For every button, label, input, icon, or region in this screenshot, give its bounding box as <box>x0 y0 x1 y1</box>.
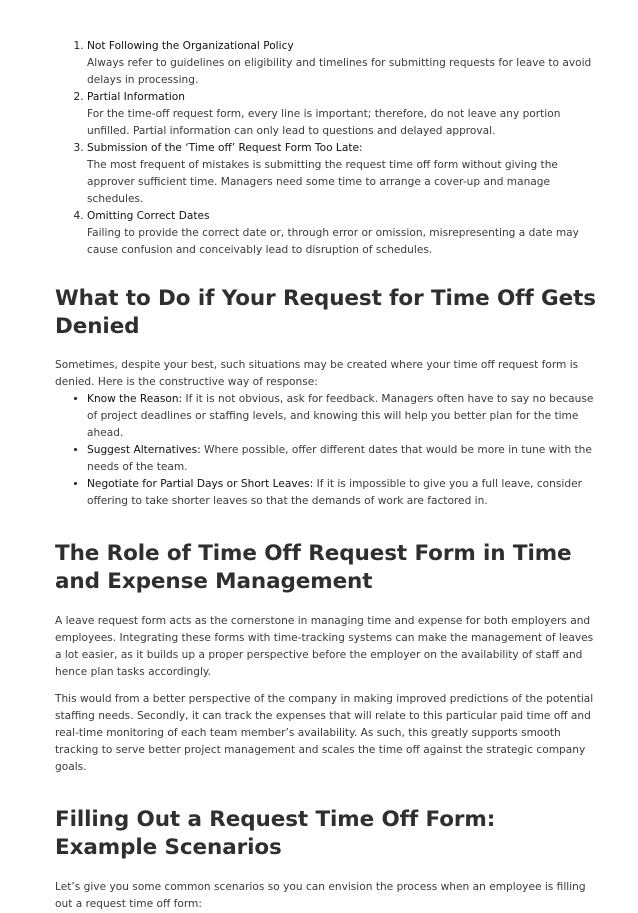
section-heading: Filling Out a Request Time Off Form: Example Scenarios <box>55 807 496 860</box>
section-paragraph: A leave request form acts as the cornerstone in managing time and expense for both employers and employees. Integrating these forms with time-tracking systems can make the management of leaves a lot easier, as it builds up a proper perspective before the employer on the availability of staff and hence plan tasks accordingly. <box>55 615 594 678</box>
bullet-text: If it is not obvious, ask for feedback. Managers often have to say no because of project deadlines or staffing levels, and knowing this will help you better plan for the time ahead. <box>87 393 594 439</box>
list-item <box>87 140 602 208</box>
list-item <box>87 208 602 259</box>
list-item-title: 4. Omitting Correct Dates <box>87 210 210 222</box>
denied-section <box>55 285 602 510</box>
section-paragraph: This would from a better perspective of the company in making improved predictions of the potential staffing needs. Secondly, it can track the expenses that will relate to this particular paid time off and real-time monitoring of each team member’s availability. As such, this greatly supports smooth tracking to serve better project management and scales the time off against the strategic company goals. <box>55 693 594 773</box>
list-item <box>87 89 602 140</box>
section-intro: Sometimes, despite your best, such situations may be created where your time off request form is denied. Here is the constructive way of response: <box>55 359 579 388</box>
bullet-text: If it is impossible to give you a full leave, consider offering to take shorter leaves so that the demands of work are factored in. <box>87 478 582 507</box>
bullet-text: Where possible, offer different dates that would be more in tune with the needs of the team. <box>87 444 592 473</box>
list-item-body: The most frequent of mistakes is submitting the request time off form without giving the approver sufficient time. Managers need some time to arrange a cover-up and manage schedules. <box>87 159 558 205</box>
list-item-body: For the time-off request form, every line is important; therefore, do not leave any portion unfilled. Partial information can only lead to questions and delayed approval. <box>87 108 561 137</box>
response-bullet-list <box>55 391 602 510</box>
common-mistakes-list <box>55 38 602 259</box>
scenarios-section <box>55 806 602 913</box>
section-intro: Let’s give you some common scenarios so you can envision the process when an employee is filling out a request time off form: <box>55 881 586 910</box>
list-item-title: 1. Not Following the Organizational Policy <box>87 40 294 52</box>
list-item <box>87 391 602 442</box>
bullet-lead: Suggest Alternatives: <box>87 444 201 456</box>
list-item-title: 2. Partial Information <box>87 91 185 103</box>
list-item <box>87 476 602 510</box>
role-section <box>55 540 602 776</box>
bullet-lead: Negotiate for Partial Days or Short Leaves: <box>87 478 314 490</box>
bullet-lead: Know the Reason: <box>87 393 183 405</box>
section-heading: What to Do if Your Request for Time Off Gets Denied <box>55 286 596 339</box>
list-item-title: 3. Submission of the ‘Time off’ Request Form Too Late: <box>87 142 363 154</box>
list-item <box>87 38 602 89</box>
list-item-body: Always refer to guidelines on eligibility and timelines for submitting requests for leave to avoid delays in processing. <box>87 57 592 86</box>
list-item-body: Failing to provide the correct date or, through error or omission, misrepresenting a date may cause confusion and conceivably lead to disruption of schedules. <box>87 227 579 256</box>
list-item <box>87 442 602 476</box>
section-heading: The Role of Time Off Request Form in Time and Expense Management <box>55 541 572 594</box>
